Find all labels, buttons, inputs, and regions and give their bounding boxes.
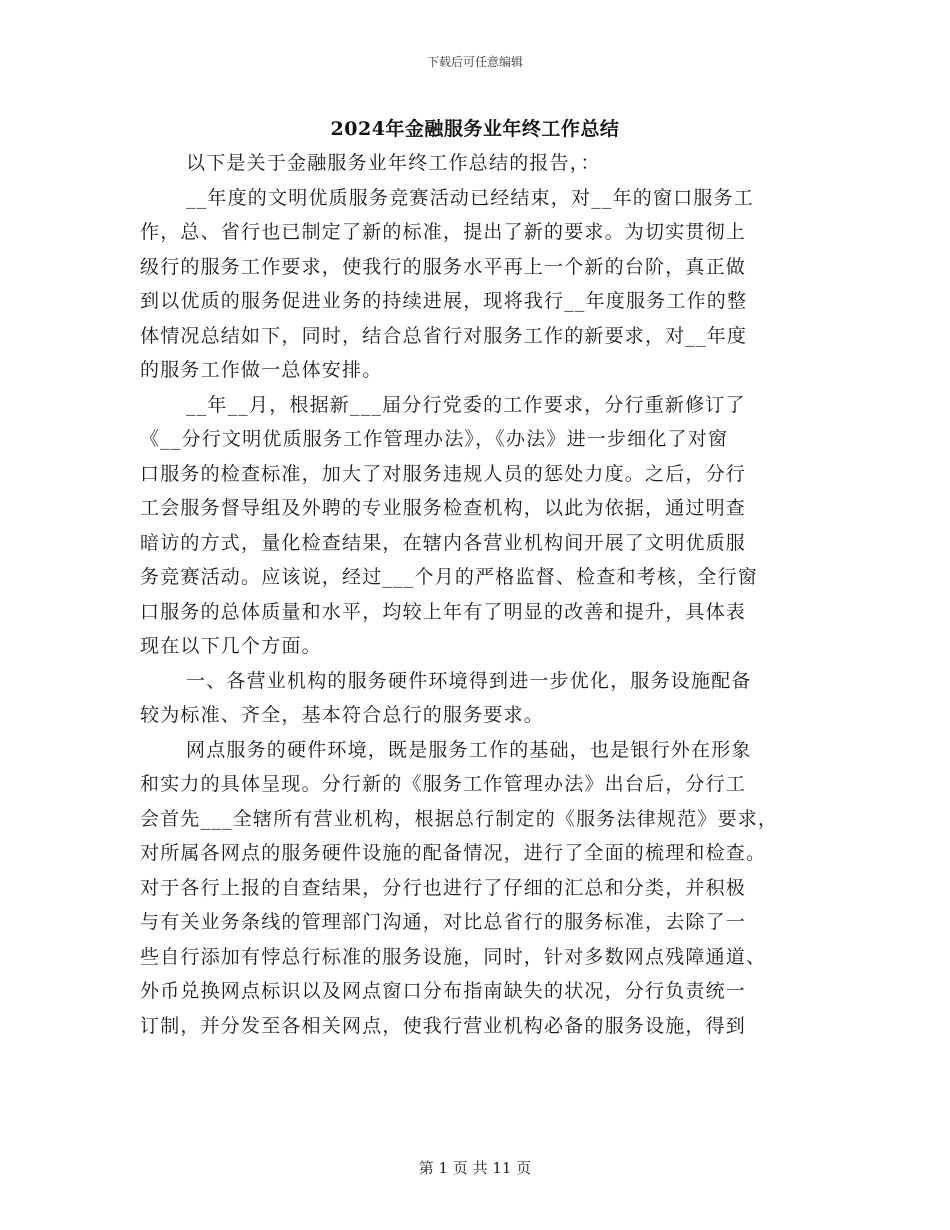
text-line: __年__月，根据新___届分行党委的工作要求，分行重新修订了 [186, 393, 746, 416]
document-title: 2024年金融服务业年终工作总结 [330, 118, 620, 140]
text-line: 网点服务的硬件环境，既是服务工作的基础，也是银行外在形象 [186, 738, 752, 761]
paragraph-intro [140, 146, 818, 181]
text-line: 暗访的方式，量化检查结果，在辖内各营业机构间开展了文明优质服 [140, 531, 747, 554]
text-line: 体情况总结如下，同时，结合总省行对服务工作的新要求，对__年度 [140, 324, 748, 347]
text-line: 《__分行文明优质服务工作管理办法》，《办法》进一步细化了对窗 [140, 428, 729, 450]
text-line: 的服务工作做一总体安排。 [140, 359, 383, 381]
text-line: 对所属各网点的服务硬件设施的配备情况，进行了全面的梳理和检查。 [140, 842, 767, 864]
text-line: 外币兑换网点标识以及网点窗口分布指南缺失的状况，分行负责统一 [140, 980, 747, 1002]
text-line: 到以优质的服务促进业务的持续进展，现将我行__年度服务工作的整 [140, 290, 748, 312]
text-line: 现在以下几个方面。 [140, 635, 322, 657]
text-line: 口服务的检查标准，加大了对服务违规人员的惩处力度。之后，分行 [140, 462, 747, 485]
text-line: 工会服务督导组及外聘的专业服务检查机构，以此为依据，通过明查 [140, 497, 747, 519]
paragraph-overview [140, 181, 818, 388]
document-body [140, 146, 818, 1043]
text-line: 较为标准、齐全，基本符合总行的服务要求。 [140, 704, 545, 726]
text-line: 口服务的总体质量和水平，均较上年有了明显的改善和提升，具体表 [140, 600, 747, 623]
text-line: 些自行添加有悖总行标准的服务设施，同时，针对多数网点残障通道、 [140, 945, 767, 968]
page-header-note: 下载后可任意编辑 [426, 55, 523, 69]
text-line: 以下是关于金融服务业年终工作总结的报告，： [186, 152, 601, 174]
text-line: 订制，并分发至各相关网点，使我行营业机构必备的服务设施，得到 [140, 1014, 747, 1037]
text-line: 和实力的具体呈现。分行新的《服务工作管理办法》出台后，分行工 [140, 773, 747, 795]
text-line: 作，总、省行也已制定了新的标准，提出了新的要求。为切实贯彻上 [140, 221, 747, 243]
paragraph-hardware [140, 733, 818, 1044]
page-number: 第 1 页 共 11 页 [418, 1159, 532, 1177]
text-line: 务竞赛活动。应该说，经过___个月的严格监督、检查和考核，全行窗 [140, 566, 758, 588]
text-line: 与有关业务条线的管理部门沟通，对比总省行的服务标准，去除了一 [140, 911, 747, 933]
paragraph-revision [140, 388, 818, 664]
text-line: 级行的服务工作要求，使我行的服务水平再上一个新的台阶，真正做 [140, 255, 747, 278]
text-line: 一、各营业机构的服务硬件环境得到进一步优化，服务设施配备 [186, 669, 752, 692]
text-line: 对于各行上报的自查结果，分行也进行了仔细的汇总和分类，并积极 [140, 876, 747, 899]
paragraph-section-one-heading [140, 664, 818, 733]
text-line: 会首先___全辖所有营业机构，根据总行制定的《服务法律规范》要求， [140, 807, 779, 830]
text-line: __年度的文明优质服务竞赛活动已经结束，对__年的窗口服务工 [186, 186, 755, 209]
